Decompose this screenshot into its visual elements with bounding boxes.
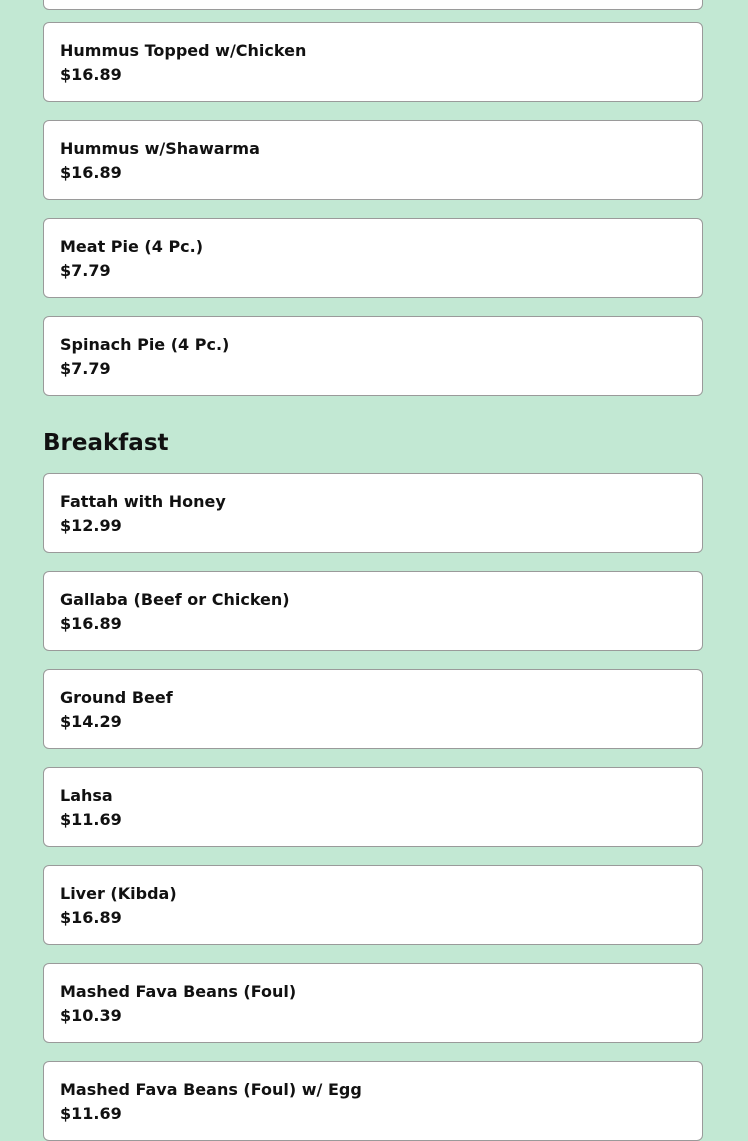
menu-item-card[interactable] <box>43 571 703 651</box>
menu-item-name: Meat Pie (4 Pc.) <box>60 237 204 256</box>
menu-item-name: Gallaba (Beef or Chicken) <box>60 590 290 609</box>
menu-item-price: $11.69 <box>60 810 122 829</box>
menu-item-name: Liver (Kibda) <box>60 884 177 903</box>
menu-item-card[interactable] <box>43 316 703 396</box>
menu-item-price: $16.89 <box>60 163 122 182</box>
menu-item-name: Ground Beef <box>60 688 173 707</box>
menu-item-card[interactable] <box>43 218 703 298</box>
menu-item-price: $7.79 <box>60 359 111 378</box>
menu-item-price: $16.89 <box>60 614 122 633</box>
menu-item-card[interactable] <box>43 1061 703 1141</box>
menu-item-price: $12.99 <box>60 516 122 535</box>
menu-item-price: $16.89 <box>60 908 122 927</box>
menu-item-card[interactable] <box>43 0 703 10</box>
menu-item-name: Mashed Fava Beans (Foul) <box>60 982 297 1001</box>
menu-item-card[interactable] <box>43 473 703 553</box>
menu-item-name: Hummus Topped w/Chicken <box>60 41 307 60</box>
menu-item-card[interactable] <box>43 120 703 200</box>
menu-item-name: Lahsa <box>60 786 113 805</box>
menu-item-card[interactable] <box>43 669 703 749</box>
menu-item-name: Mashed Fava Beans (Foul) w/ Egg <box>60 1080 362 1099</box>
section-heading-breakfast: Breakfast <box>43 430 169 456</box>
menu-item-price: $16.89 <box>60 65 122 84</box>
menu-item-price: $7.79 <box>60 261 111 280</box>
menu-item-card[interactable] <box>43 963 703 1043</box>
menu-item-card[interactable] <box>43 865 703 945</box>
menu-item-price: $11.69 <box>60 1104 122 1123</box>
menu-item-price: $14.29 <box>60 712 122 731</box>
menu-item-card[interactable] <box>43 22 703 102</box>
menu-item-name: Fattah with Honey <box>60 492 226 511</box>
menu-item-name: Spinach Pie (4 Pc.) <box>60 335 230 354</box>
menu-item-price: $10.39 <box>60 1006 122 1025</box>
menu-item-name: Hummus w/Shawarma <box>60 139 260 158</box>
menu-item-card[interactable] <box>43 767 703 847</box>
